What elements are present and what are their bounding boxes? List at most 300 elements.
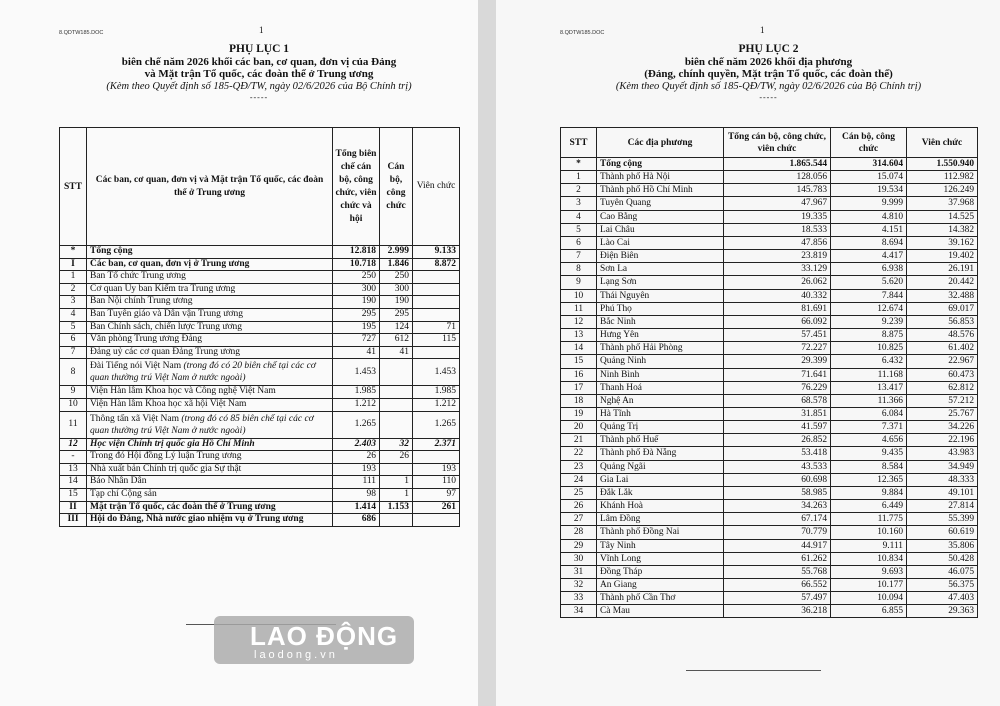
cell-cadre: 1: [380, 476, 413, 489]
cell-stt: 28: [561, 526, 597, 539]
table-row: [561, 605, 978, 618]
cell-name: Thành phố Hải Phòng: [597, 342, 724, 355]
cell-cadre: 1.153: [380, 501, 413, 514]
cell-total: 29.399: [724, 355, 831, 368]
cell-staff: 112.982: [907, 171, 978, 184]
cell-name: Nghệ An: [597, 394, 724, 407]
table-row: [561, 223, 978, 236]
appendix-subtitle-1: biên chế năm 2026 khối các ban, cơ quan, đơn vị của Đảng: [121, 55, 397, 68]
cell-stt: 16: [561, 368, 597, 381]
table-row: [561, 342, 978, 355]
cell-staff: 1.212: [413, 398, 460, 411]
cell-cadre: 6.432: [831, 355, 907, 368]
cell-staff: [413, 271, 460, 284]
cell-name: Nhà xuất bản Chính trị quốc gia Sự thật: [87, 463, 333, 476]
table-row: [60, 501, 460, 514]
cell-cadre: 11.168: [831, 368, 907, 381]
cell-stt: 6: [561, 236, 597, 249]
watermark-site: laodong.vn: [254, 649, 338, 661]
cell-total: 23.819: [724, 250, 831, 263]
cell-stt: 34: [561, 605, 597, 618]
cell-cadre: 19.534: [831, 184, 907, 197]
cell-stt: 18: [561, 394, 597, 407]
appendix-title: PHỤ LỤC 2: [738, 43, 799, 55]
cell-name: Bắc Ninh: [597, 315, 724, 328]
cell-name: Cao Bằng: [597, 210, 724, 223]
cell-stt: III: [60, 514, 87, 527]
cell-stt: 4: [561, 210, 597, 223]
table-row: [561, 236, 978, 249]
cell-stt: 19: [561, 407, 597, 420]
cell-cadre: 1: [380, 488, 413, 501]
cell-staff: 8.872: [413, 258, 460, 271]
cell-stt: I: [60, 258, 87, 271]
cell-cadre: 41: [380, 346, 413, 359]
cell-stt: 1: [561, 171, 597, 184]
cell-total: 31.851: [724, 407, 831, 420]
cell-stt: 5: [561, 223, 597, 236]
cell-staff: 60.473: [907, 368, 978, 381]
cell-staff: 14.382: [907, 223, 978, 236]
cell-staff: 9.133: [413, 246, 460, 259]
appendix-note: (Kèm theo Quyết định số 185-QĐ/TW, ngày 02/6/2026 của Bộ Chính trị): [615, 80, 922, 92]
cell-cadre: 295: [380, 308, 413, 321]
cell-cadre: [380, 398, 413, 411]
cell-total: 55.768: [724, 565, 831, 578]
cell-staff: [413, 346, 460, 359]
cell-staff: 69.017: [907, 302, 978, 315]
table-row: [60, 438, 460, 451]
cell-staff: 26.191: [907, 263, 978, 276]
cell-name: Lào Cai: [597, 236, 724, 249]
header-rule: -----: [759, 93, 778, 103]
cell-stt: 22: [561, 447, 597, 460]
table-row: [60, 308, 460, 321]
cell-name-main: Thông tấn xã Việt Nam: [90, 413, 179, 424]
table-row: [561, 197, 978, 210]
cell-cadre: [380, 359, 413, 386]
cell-stt: 21: [561, 434, 597, 447]
cell-staff: 126.249: [907, 184, 978, 197]
table-row: [60, 258, 460, 271]
cell-cadre: [380, 411, 413, 438]
cell-stt: 11: [60, 411, 87, 438]
cell-name: Đảng uỷ các cơ quan Đảng Trung ương: [87, 346, 333, 359]
cell-staff: 22.967: [907, 355, 978, 368]
cell-name: Văn phòng Trung ương Đảng: [87, 334, 333, 347]
cell-name: Tổng cộng: [597, 158, 724, 171]
col-header-stt: STT: [60, 128, 87, 246]
cell-stt: 24: [561, 473, 597, 486]
cell-cadre: [380, 514, 413, 527]
cell-name: Thái Nguyên: [597, 289, 724, 302]
cell-stt: *: [561, 158, 597, 171]
appendix-subtitle-2: (Đảng, chính quyền, Mặt trận Tổ quốc, các đoàn thể): [644, 68, 893, 81]
cell-total: 1.265: [333, 411, 380, 438]
table-row: [561, 579, 978, 592]
cell-staff: 60.619: [907, 526, 978, 539]
cell-name: Thanh Hoá: [597, 381, 724, 394]
appendix-2-table: [560, 127, 978, 618]
cell-name: Ban Tuyên giáo và Dân vận Trung ương: [87, 308, 333, 321]
cell-name: Các ban, cơ quan, đơn vị ở Trung ương: [87, 258, 333, 271]
cell-cadre: 7.844: [831, 289, 907, 302]
cell-total: 190: [333, 296, 380, 309]
cell-staff: 261: [413, 501, 460, 514]
cell-stt: 31: [561, 565, 597, 578]
cell-total: 1.212: [333, 398, 380, 411]
cell-cadre: 8.694: [831, 236, 907, 249]
table-row: [60, 398, 460, 411]
cell-staff: 193: [413, 463, 460, 476]
cell-total: 34.263: [724, 500, 831, 513]
cell-stt: 20: [561, 421, 597, 434]
cell-name: Cà Mau: [597, 605, 724, 618]
cell-cadre: 9.111: [831, 539, 907, 552]
cell-cadre: 11.775: [831, 513, 907, 526]
table-row: [561, 184, 978, 197]
table-row: [561, 158, 978, 171]
cell-cadre: 4.810: [831, 210, 907, 223]
cell-stt: 26: [561, 500, 597, 513]
cell-staff: 61.402: [907, 342, 978, 355]
cell-cadre: 124: [380, 321, 413, 334]
cell-total: 67.174: [724, 513, 831, 526]
cell-cadre: 4.656: [831, 434, 907, 447]
cell-name: [87, 411, 333, 438]
col-header-name: Các địa phương: [597, 128, 724, 158]
cell-name: Lạng Sơn: [597, 276, 724, 289]
cell-name: Tổng cộng: [87, 246, 333, 259]
cell-staff: 57.212: [907, 394, 978, 407]
col-header-staff: Viên chức: [907, 128, 978, 158]
cell-stt: 25: [561, 486, 597, 499]
col-header-total: Tổng cán bộ, công chức, viên chức: [724, 128, 831, 158]
table-row: [561, 381, 978, 394]
cell-cadre: [380, 386, 413, 399]
cell-stt: 12: [561, 315, 597, 328]
table-row: [60, 346, 460, 359]
cell-cadre: 6.938: [831, 263, 907, 276]
table-row: [561, 473, 978, 486]
cell-stt: 2: [60, 283, 87, 296]
cell-staff: 56.375: [907, 579, 978, 592]
cell-staff: 97: [413, 488, 460, 501]
col-header-name: Các ban, cơ quan, đơn vị và Mặt trận Tổ quốc, các đoàn thể ở Trung ương: [87, 128, 333, 246]
appendix-1-table: [59, 127, 460, 527]
cell-total: 727: [333, 334, 380, 347]
cell-name: Vĩnh Long: [597, 552, 724, 565]
cell-stt: 3: [561, 197, 597, 210]
cell-stt: 9: [561, 276, 597, 289]
cell-staff: 35.806: [907, 539, 978, 552]
cell-total: 60.698: [724, 473, 831, 486]
table-row: [561, 565, 978, 578]
cell-stt: 13: [561, 329, 597, 342]
cell-cadre: 11.366: [831, 394, 907, 407]
page-number: 1: [259, 25, 264, 35]
cell-staff: 29.363: [907, 605, 978, 618]
cell-total: 26.852: [724, 434, 831, 447]
cell-name: Mặt trận Tổ quốc, các đoàn thể ở Trung ương: [87, 501, 333, 514]
cell-total: 47.967: [724, 197, 831, 210]
cell-total: 295: [333, 308, 380, 321]
cell-name: Lai Châu: [597, 223, 724, 236]
cell-name: Ninh Bình: [597, 368, 724, 381]
cell-name: Viện Hàn lâm Khoa học xã hội Việt Nam: [87, 398, 333, 411]
cell-name-note: (trong đó có 20 biên chế tại các cơ quan thường trú Việt Nam ở nước ngoài): [90, 361, 316, 384]
cell-name: Ban Tổ chức Trung ương: [87, 271, 333, 284]
cell-total: 58.985: [724, 486, 831, 499]
table-row: [60, 411, 460, 438]
cell-stt: 12: [60, 438, 87, 451]
cell-cadre: 4.417: [831, 250, 907, 263]
cell-cadre: 5.620: [831, 276, 907, 289]
table-row: [60, 488, 460, 501]
cell-name: Thành phố Đà Nẵng: [597, 447, 724, 460]
table-row: [60, 246, 460, 259]
cell-cadre: 6.449: [831, 500, 907, 513]
cell-staff: 32.488: [907, 289, 978, 302]
cell-stt: II: [60, 501, 87, 514]
cell-cadre: 26: [380, 451, 413, 464]
cell-staff: 47.403: [907, 592, 978, 605]
col-header-staff: Viên chức: [413, 128, 460, 246]
cell-name: Quảng Ninh: [597, 355, 724, 368]
table-row: [60, 321, 460, 334]
cell-stt: 4: [60, 308, 87, 321]
cell-name: Thành phố Hà Nội: [597, 171, 724, 184]
cell-total: 81.691: [724, 302, 831, 315]
cell-cadre: 4.151: [831, 223, 907, 236]
cell-staff: 25.767: [907, 407, 978, 420]
cell-cadre: 10.177: [831, 579, 907, 592]
cell-staff: 1.453: [413, 359, 460, 386]
cell-staff: 2.371: [413, 438, 460, 451]
table-row: [561, 526, 978, 539]
table-row: [561, 513, 978, 526]
cell-total: 1.453: [333, 359, 380, 386]
cell-total: 12.818: [333, 246, 380, 259]
table-row: [60, 296, 460, 309]
cell-staff: [413, 308, 460, 321]
table-row: [60, 514, 460, 527]
appendix-title: PHỤ LỤC 1: [228, 43, 290, 55]
cell-staff: 34.949: [907, 460, 978, 473]
cell-stt: 30: [561, 552, 597, 565]
cell-total: 111: [333, 476, 380, 489]
cell-staff: 71: [413, 321, 460, 334]
table-row: [561, 171, 978, 184]
cell-total: 41.597: [724, 421, 831, 434]
cell-cadre: [380, 463, 413, 476]
table-row: [561, 368, 978, 381]
cell-total: 19.335: [724, 210, 831, 223]
cell-cadre: 250: [380, 271, 413, 284]
cell-name: Quảng Trị: [597, 421, 724, 434]
cell-name: Tuyên Quang: [597, 197, 724, 210]
cell-name: Tạp chí Cộng sản: [87, 488, 333, 501]
cell-total: 57.451: [724, 329, 831, 342]
cell-cadre: 10.834: [831, 552, 907, 565]
table-row: [60, 476, 460, 489]
cell-stt: 11: [561, 302, 597, 315]
cell-cadre: 9.693: [831, 565, 907, 578]
appendix-2-page: [496, 0, 1000, 706]
cell-staff: 48.333: [907, 473, 978, 486]
cell-staff: [413, 514, 460, 527]
cell-total: 33.129: [724, 263, 831, 276]
cell-stt: 10: [60, 398, 87, 411]
table-row: [561, 460, 978, 473]
table-row: [561, 315, 978, 328]
cell-name: An Giang: [597, 579, 724, 592]
cell-total: 72.227: [724, 342, 831, 355]
cell-name: Hội do Đảng, Nhà nước giao nhiệm vụ ở Trung ương: [87, 514, 333, 527]
cell-name: Điện Biên: [597, 250, 724, 263]
appendix-2-header: [560, 43, 977, 102]
doc-code: 8.QDTW185.DOC: [560, 30, 605, 36]
cell-total: 250: [333, 271, 380, 284]
page-number: 1: [760, 25, 765, 35]
cell-staff: 43.983: [907, 447, 978, 460]
cell-stt: 5: [60, 321, 87, 334]
cell-total: 66.092: [724, 315, 831, 328]
table-row: [561, 407, 978, 420]
cell-staff: 1.985: [413, 386, 460, 399]
cell-total: 71.641: [724, 368, 831, 381]
table-row: [561, 539, 978, 552]
cell-name: Đắk Lắk: [597, 486, 724, 499]
table-row: [60, 463, 460, 476]
cell-total: 43.533: [724, 460, 831, 473]
cell-cadre: 12.674: [831, 302, 907, 315]
cell-name: Tây Ninh: [597, 539, 724, 552]
cell-name: Khánh Hoà: [597, 500, 724, 513]
table-row: [561, 289, 978, 302]
cell-cadre: 300: [380, 283, 413, 296]
cell-stt: 6: [60, 334, 87, 347]
cell-name: Viện Hàn lâm Khoa học và Công nghệ Việt Nam: [87, 386, 333, 399]
appendix-1-page: [0, 0, 478, 706]
cell-stt: 7: [60, 346, 87, 359]
cell-staff: 48.576: [907, 329, 978, 342]
table-row: [561, 447, 978, 460]
cell-name: Cơ quan Ủy ban Kiểm tra Trung ương: [87, 283, 333, 296]
cell-staff: 27.814: [907, 500, 978, 513]
cell-name: Hưng Yên: [597, 329, 724, 342]
table-row: [561, 276, 978, 289]
cell-cadre: 32: [380, 438, 413, 451]
table-row: [561, 355, 978, 368]
cell-name: Gia Lai: [597, 473, 724, 486]
cell-name: Trong đó Hội đồng Lý luận Trung ương: [87, 451, 333, 464]
cell-total: 195: [333, 321, 380, 334]
cell-cadre: 9.239: [831, 315, 907, 328]
cell-stt: 7: [561, 250, 597, 263]
cell-cadre: 13.417: [831, 381, 907, 394]
cell-name: Ban Nội chính Trung ương: [87, 296, 333, 309]
cell-total: 26.062: [724, 276, 831, 289]
cell-staff: 1.265: [413, 411, 460, 438]
signature-line: [686, 670, 821, 671]
table-row: [60, 359, 460, 386]
cell-name: Thành phố Huế: [597, 434, 724, 447]
cell-stt: 33: [561, 592, 597, 605]
cell-staff: 56.853: [907, 315, 978, 328]
cell-total: 26: [333, 451, 380, 464]
cell-name: Thành phố Hồ Chí Minh: [597, 184, 724, 197]
cell-total: 300: [333, 283, 380, 296]
cell-staff: 1.550.940: [907, 158, 978, 171]
table-row: [561, 421, 978, 434]
cell-stt: 29: [561, 539, 597, 552]
cell-total: 44.917: [724, 539, 831, 552]
cell-total: 1.865.544: [724, 158, 831, 171]
cell-stt: 23: [561, 460, 597, 473]
cell-stt: -: [60, 451, 87, 464]
cell-cadre: 15.074: [831, 171, 907, 184]
cell-name: Thành phố Đồng Nai: [597, 526, 724, 539]
cell-stt: 15: [561, 355, 597, 368]
cell-staff: 46.075: [907, 565, 978, 578]
cell-name: Lâm Đồng: [597, 513, 724, 526]
cell-name: Ban Chính sách, chiến lược Trung ương: [87, 321, 333, 334]
appendix-subtitle-1: biên chế năm 2026 khối địa phương: [684, 55, 853, 68]
cell-name: Thành phố Cần Thơ: [597, 592, 724, 605]
cell-stt: 8: [561, 263, 597, 276]
cell-stt: 14: [561, 342, 597, 355]
cell-name: Đồng Tháp: [597, 565, 724, 578]
table-row: [561, 210, 978, 223]
cell-cadre: 314.604: [831, 158, 907, 171]
table-row: [60, 283, 460, 296]
cell-cadre: 1.846: [380, 258, 413, 271]
cell-total: 18.533: [724, 223, 831, 236]
cell-cadre: 8.584: [831, 460, 907, 473]
cell-name-main: Đài Tiếng nói Việt Nam: [90, 361, 182, 372]
appendix-note: (Kèm theo Quyết định số 185-QĐ/TW, ngày 02/6/2026 của Bộ Chính trị): [106, 80, 412, 92]
table-row: [561, 329, 978, 342]
cell-total: 76.229: [724, 381, 831, 394]
cell-cadre: 6.084: [831, 407, 907, 420]
cell-staff: 34.226: [907, 421, 978, 434]
cell-stt: 1: [60, 271, 87, 284]
cell-total: 1.414: [333, 501, 380, 514]
cell-name: Quảng Ngãi: [597, 460, 724, 473]
cell-staff: 19.402: [907, 250, 978, 263]
cell-total: 36.218: [724, 605, 831, 618]
table-row: [60, 271, 460, 284]
appendix-subtitle-2: và Mặt trận Tổ quốc, các đoàn thể ở Trung ương: [144, 68, 374, 81]
table-row: [561, 500, 978, 513]
cell-cadre: 10.160: [831, 526, 907, 539]
cell-staff: [413, 296, 460, 309]
cell-staff: 110: [413, 476, 460, 489]
table-row: [561, 250, 978, 263]
cell-cadre: 9.884: [831, 486, 907, 499]
cell-stt: 15: [60, 488, 87, 501]
cell-total: 40.332: [724, 289, 831, 302]
cell-cadre: 6.855: [831, 605, 907, 618]
cell-name: Báo Nhân Dân: [87, 476, 333, 489]
cell-stt: 8: [60, 359, 87, 386]
cell-staff: [413, 283, 460, 296]
cell-stt: 13: [60, 463, 87, 476]
table-row: [60, 451, 460, 464]
cell-staff: 49.101: [907, 486, 978, 499]
table-row: [561, 263, 978, 276]
